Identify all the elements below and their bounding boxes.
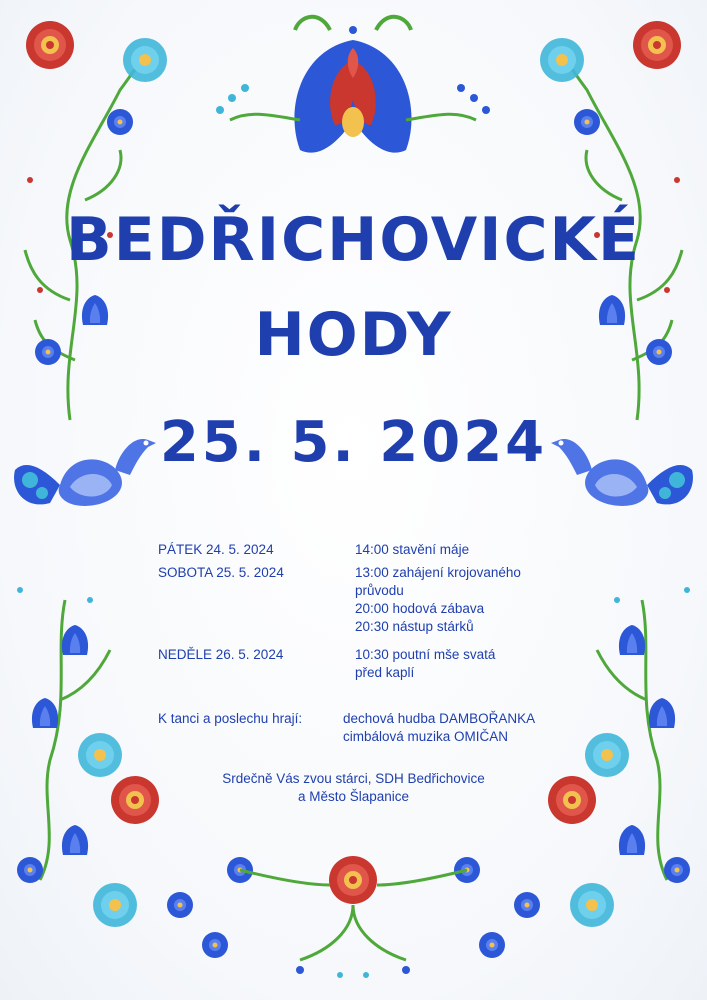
tulip-icon (62, 625, 88, 655)
poppy-flower-icon (26, 21, 74, 69)
schedule-item: 20:30 nástup stárků (355, 619, 474, 634)
tulip-icon (619, 625, 645, 655)
folk-ornament-top-icon (216, 17, 490, 153)
schedule-item: před kaplí (355, 665, 415, 680)
schedule-item: 20:00 hodová zábava (355, 601, 485, 616)
cornflower-icon (574, 109, 600, 135)
schedule-item: 10:30 poutní mše svatá (355, 647, 496, 662)
tulip-icon (649, 698, 675, 728)
invite-text: a Město Šlapanice (297, 789, 410, 804)
music-label: K tanci a poslechu hrají: (158, 711, 303, 726)
tulip-icon (32, 698, 58, 728)
cornflower-icon (167, 892, 193, 918)
cornflower-icon (514, 892, 540, 918)
event-date: 25. 5. 2024 (159, 410, 548, 475)
cornflower-icon (540, 38, 584, 82)
music-band: cimbálová muzika OMIČAN (343, 729, 509, 744)
cornflower-icon (570, 883, 614, 927)
schedule-item: průvodu (355, 583, 404, 598)
cornflower-icon (664, 857, 690, 883)
tulip-icon (619, 825, 645, 855)
event-title: BEDŘICHOVICKÉ (66, 205, 641, 275)
schedule-item: 14:00 stavění máje (355, 542, 470, 557)
invite-text: Srdečně Vás zvou stárci, SDH Bedřichovice (222, 771, 485, 786)
schedule-day-sunday: NEDĚLE 26. 5. 2024 (158, 647, 284, 662)
schedule-day-saturday: SOBOTA 25. 5. 2024 (158, 565, 284, 580)
cornflower-icon (123, 38, 167, 82)
schedule-day-friday: PÁTEK 24. 5. 2024 (158, 542, 274, 557)
cornflower-icon (17, 857, 43, 883)
music-band: dechová hudba DAMBOŘANKA (343, 711, 536, 726)
cornflower-icon (479, 932, 505, 958)
cornflower-icon (107, 109, 133, 135)
event-subtitle: HODY (254, 300, 453, 370)
tulip-icon (62, 825, 88, 855)
schedule-item: 13:00 zahájení krojovaného (355, 565, 521, 580)
cornflower-icon (202, 932, 228, 958)
poppy-flower-icon (329, 856, 377, 904)
poppy-flower-icon (633, 21, 681, 69)
cornflower-icon (93, 883, 137, 927)
